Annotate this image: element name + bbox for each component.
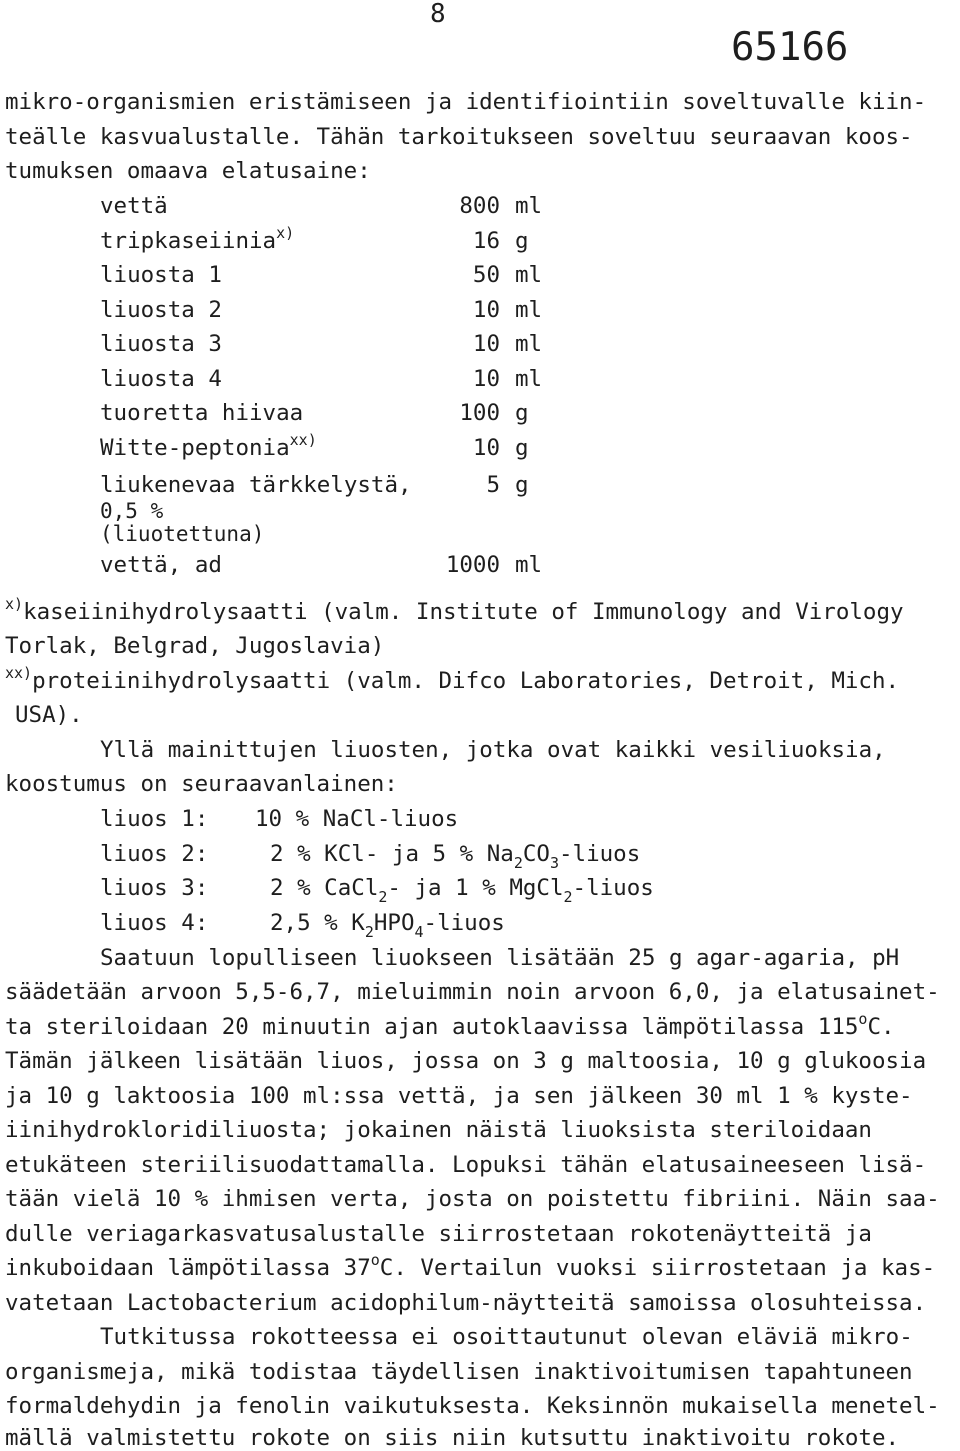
body-line: tään vielä 10 % ihmisen verta, josta on poistettu fibriini. Näin saa- xyxy=(5,1186,940,1212)
ingredient-unit: ml xyxy=(515,262,543,288)
ingredient-label: tuoretta hiivaa xyxy=(100,400,304,426)
intro-line: teälle kasvualustalle. Tähän tarkoitukseen soveltuu seuraavan koos- xyxy=(5,124,913,150)
ingredient-label-group xyxy=(100,431,317,461)
body-line: formaldehydin ja fenolin vaikutuksesta. Keksinnön mukaisella menetel- xyxy=(5,1393,940,1419)
ingredient-label: vettä, ad xyxy=(100,552,222,578)
solution-label: liuos 1: xyxy=(100,806,209,832)
ingredient-label-group xyxy=(100,224,295,254)
ingredient-amount: 10 xyxy=(472,435,500,461)
formula-text: -liuos xyxy=(572,875,654,901)
ingredient-label: liuosta 4 xyxy=(100,366,222,392)
ingredient-amount: 10 xyxy=(472,297,500,323)
ingredient-unit: ml xyxy=(515,366,543,392)
body-line: Saatuun lopulliseen liuokseen lisätään 25 g agar-agaria, pH xyxy=(100,945,900,971)
formula-text: -liuos xyxy=(423,910,505,936)
ingredient-unit: ml xyxy=(515,552,543,578)
body-text: inkuboidaan lämpötilassa 37 xyxy=(5,1255,371,1281)
formula-subscript: 2 xyxy=(563,888,573,906)
ingredient-amount: 10 xyxy=(472,331,500,357)
ingredient-label: liuosta 3 xyxy=(100,331,222,357)
ingredient-note: 0,5 % xyxy=(100,499,164,523)
degree-mark: o xyxy=(858,1010,868,1028)
body-line: vatetaan Lactobacterium acidophilum-näytteitä samoissa olosuhteissa. xyxy=(5,1290,927,1316)
formula-text: 2 % CaCl xyxy=(270,875,379,901)
formula-subscript: 3 xyxy=(549,854,559,872)
formula-subscript: 2 xyxy=(513,854,523,872)
formula-text: 2 % KCl- ja 5 % Na xyxy=(270,841,514,867)
body-line: etukäteen steriilisuodattamalla. Lopuksi tähän elatusaineeseen lisä- xyxy=(5,1152,927,1178)
body-text: C. xyxy=(867,1014,895,1040)
body-line xyxy=(5,1010,895,1040)
page-number: 8 xyxy=(430,0,446,29)
recipe-row xyxy=(0,263,960,287)
footnote-marker: x) xyxy=(276,224,295,242)
footnote-text: proteiinihydrolysaatti (valm. Difco Laboratories, Detroit, Mich. xyxy=(32,668,900,694)
solution-label: liuos 3: xyxy=(100,875,209,901)
formula-text: 2,5 % K xyxy=(270,910,365,936)
footnote-marker: x) xyxy=(5,595,24,613)
paragraph-line: koostumus on seuraavanlainen: xyxy=(5,771,398,797)
solution-row xyxy=(0,910,960,941)
recipe-row xyxy=(0,332,960,356)
formula-subscript: 2 xyxy=(364,923,374,941)
solution-row xyxy=(0,875,960,906)
ingredient-label: liuosta 1 xyxy=(100,262,222,288)
ingredient-amount: 5 xyxy=(486,472,500,498)
intro-line: mikro-organismien eristämiseen ja identifiointiin soveltuvalle kiin- xyxy=(5,89,927,115)
body-line: ja 10 g laktoosia 100 ml:ssa vettä, ja sen jälkeen 30 ml 1 % kyste- xyxy=(5,1083,913,1109)
formula-text: HPO xyxy=(373,910,415,936)
footnote-line: Torlak, Belgrad, Jugoslavia) xyxy=(5,633,385,659)
body-line: mällä valmistettu rokote on siis niin kutsuttu inaktivoitu rokote. xyxy=(5,1425,900,1451)
ingredient-amount: 1000 xyxy=(445,552,500,578)
recipe-row xyxy=(0,298,960,322)
recipe-row xyxy=(0,224,960,254)
ingredient-unit: g xyxy=(515,435,529,461)
body-line: organismeja, mikä todistaa täydellisen inaktivoitumisen tapahtuneen xyxy=(5,1359,913,1385)
formula-text: -liuos xyxy=(559,841,641,867)
ingredient-amount: 16 xyxy=(472,228,500,254)
formula-text: - ja 1 % MgCl xyxy=(387,875,564,901)
ingredient-unit: ml xyxy=(515,193,543,219)
ingredient-label: liuosta 2 xyxy=(100,297,222,323)
formula-subscript: 4 xyxy=(414,923,424,941)
solution-row xyxy=(0,807,960,831)
footnote-line xyxy=(5,664,900,694)
footnote-line xyxy=(5,595,904,625)
ingredient-amount: 10 xyxy=(472,366,500,392)
footnote-line: USA). xyxy=(15,702,83,728)
ingredient-unit: ml xyxy=(515,331,543,357)
ingredient-unit: g xyxy=(515,228,529,254)
recipe-row xyxy=(0,553,960,577)
ingredient-amount: 50 xyxy=(472,262,500,288)
body-line: iinihydrokloridiliuosta; jokainen näistä liuoksista steriloidaan xyxy=(5,1117,872,1143)
ingredient-label: vettä xyxy=(100,193,168,219)
footnote-marker: xx) xyxy=(5,664,33,682)
solution-row xyxy=(0,841,960,872)
body-line: Tutkitussa rokotteessa ei osoittautunut olevan eläviä mikro- xyxy=(100,1324,913,1350)
body-text: ta steriloidaan 20 minuutin ajan autoklaavissa lämpötilassa 115 xyxy=(5,1014,859,1040)
recipe-row xyxy=(0,194,960,218)
body-text: C. Vertailun vuoksi siirrostetaan ja kas- xyxy=(379,1255,936,1281)
degree-mark: o xyxy=(370,1251,380,1269)
intro-line: tumuksen omaava elatusaine: xyxy=(5,158,371,184)
ingredient-amount: 800 xyxy=(459,193,500,219)
ingredient-note: (liuotettuna) xyxy=(100,522,265,546)
paragraph-line: Yllä mainittujen liuosten, jotka ovat kaikki vesiliuoksia, xyxy=(100,737,886,763)
solution-formula xyxy=(270,875,654,906)
ingredient-label: liukenevaa tärkkelystä, xyxy=(100,472,412,498)
solution-label: liuos 2: xyxy=(100,841,209,867)
body-line: Tämän jälkeen lisätään liuos, jossa on 3 g maltoosia, 10 g glukoosia xyxy=(5,1048,927,1074)
solution-formula xyxy=(270,910,505,941)
ingredient-amount: 100 xyxy=(459,400,500,426)
solution-formula: 10 % NaCl-liuos xyxy=(255,806,459,832)
formula-text: CO xyxy=(522,841,550,867)
ingredient-label: tripkaseiinia xyxy=(100,228,277,254)
ingredient-unit: ml xyxy=(515,297,543,323)
solution-formula xyxy=(270,841,641,872)
body-line xyxy=(5,1251,936,1281)
recipe-row xyxy=(0,367,960,391)
ingredient-unit: g xyxy=(515,472,529,498)
body-line: dulle veriagarkasvatusalustalle siirrostetaan rokotenäytteitä ja xyxy=(5,1221,872,1247)
ingredient-label: Witte-peptonia xyxy=(100,435,290,461)
recipe-row xyxy=(0,431,960,461)
document-number: 65166 xyxy=(731,25,849,70)
footnote-text: kaseiinihydrolysaatti (valm. Institute of Immunology and Virology xyxy=(23,599,904,625)
ingredient-unit: g xyxy=(515,400,529,426)
recipe-row xyxy=(0,401,960,425)
footnote-marker: xx) xyxy=(289,431,317,449)
body-line: säädetään arvoon 5,5-6,7, mieluimmin noin arvoon 6,0, ja elatusainet- xyxy=(5,979,940,1005)
recipe-row xyxy=(0,472,960,546)
solution-label: liuos 4: xyxy=(100,910,209,936)
formula-subscript: 2 xyxy=(378,888,388,906)
